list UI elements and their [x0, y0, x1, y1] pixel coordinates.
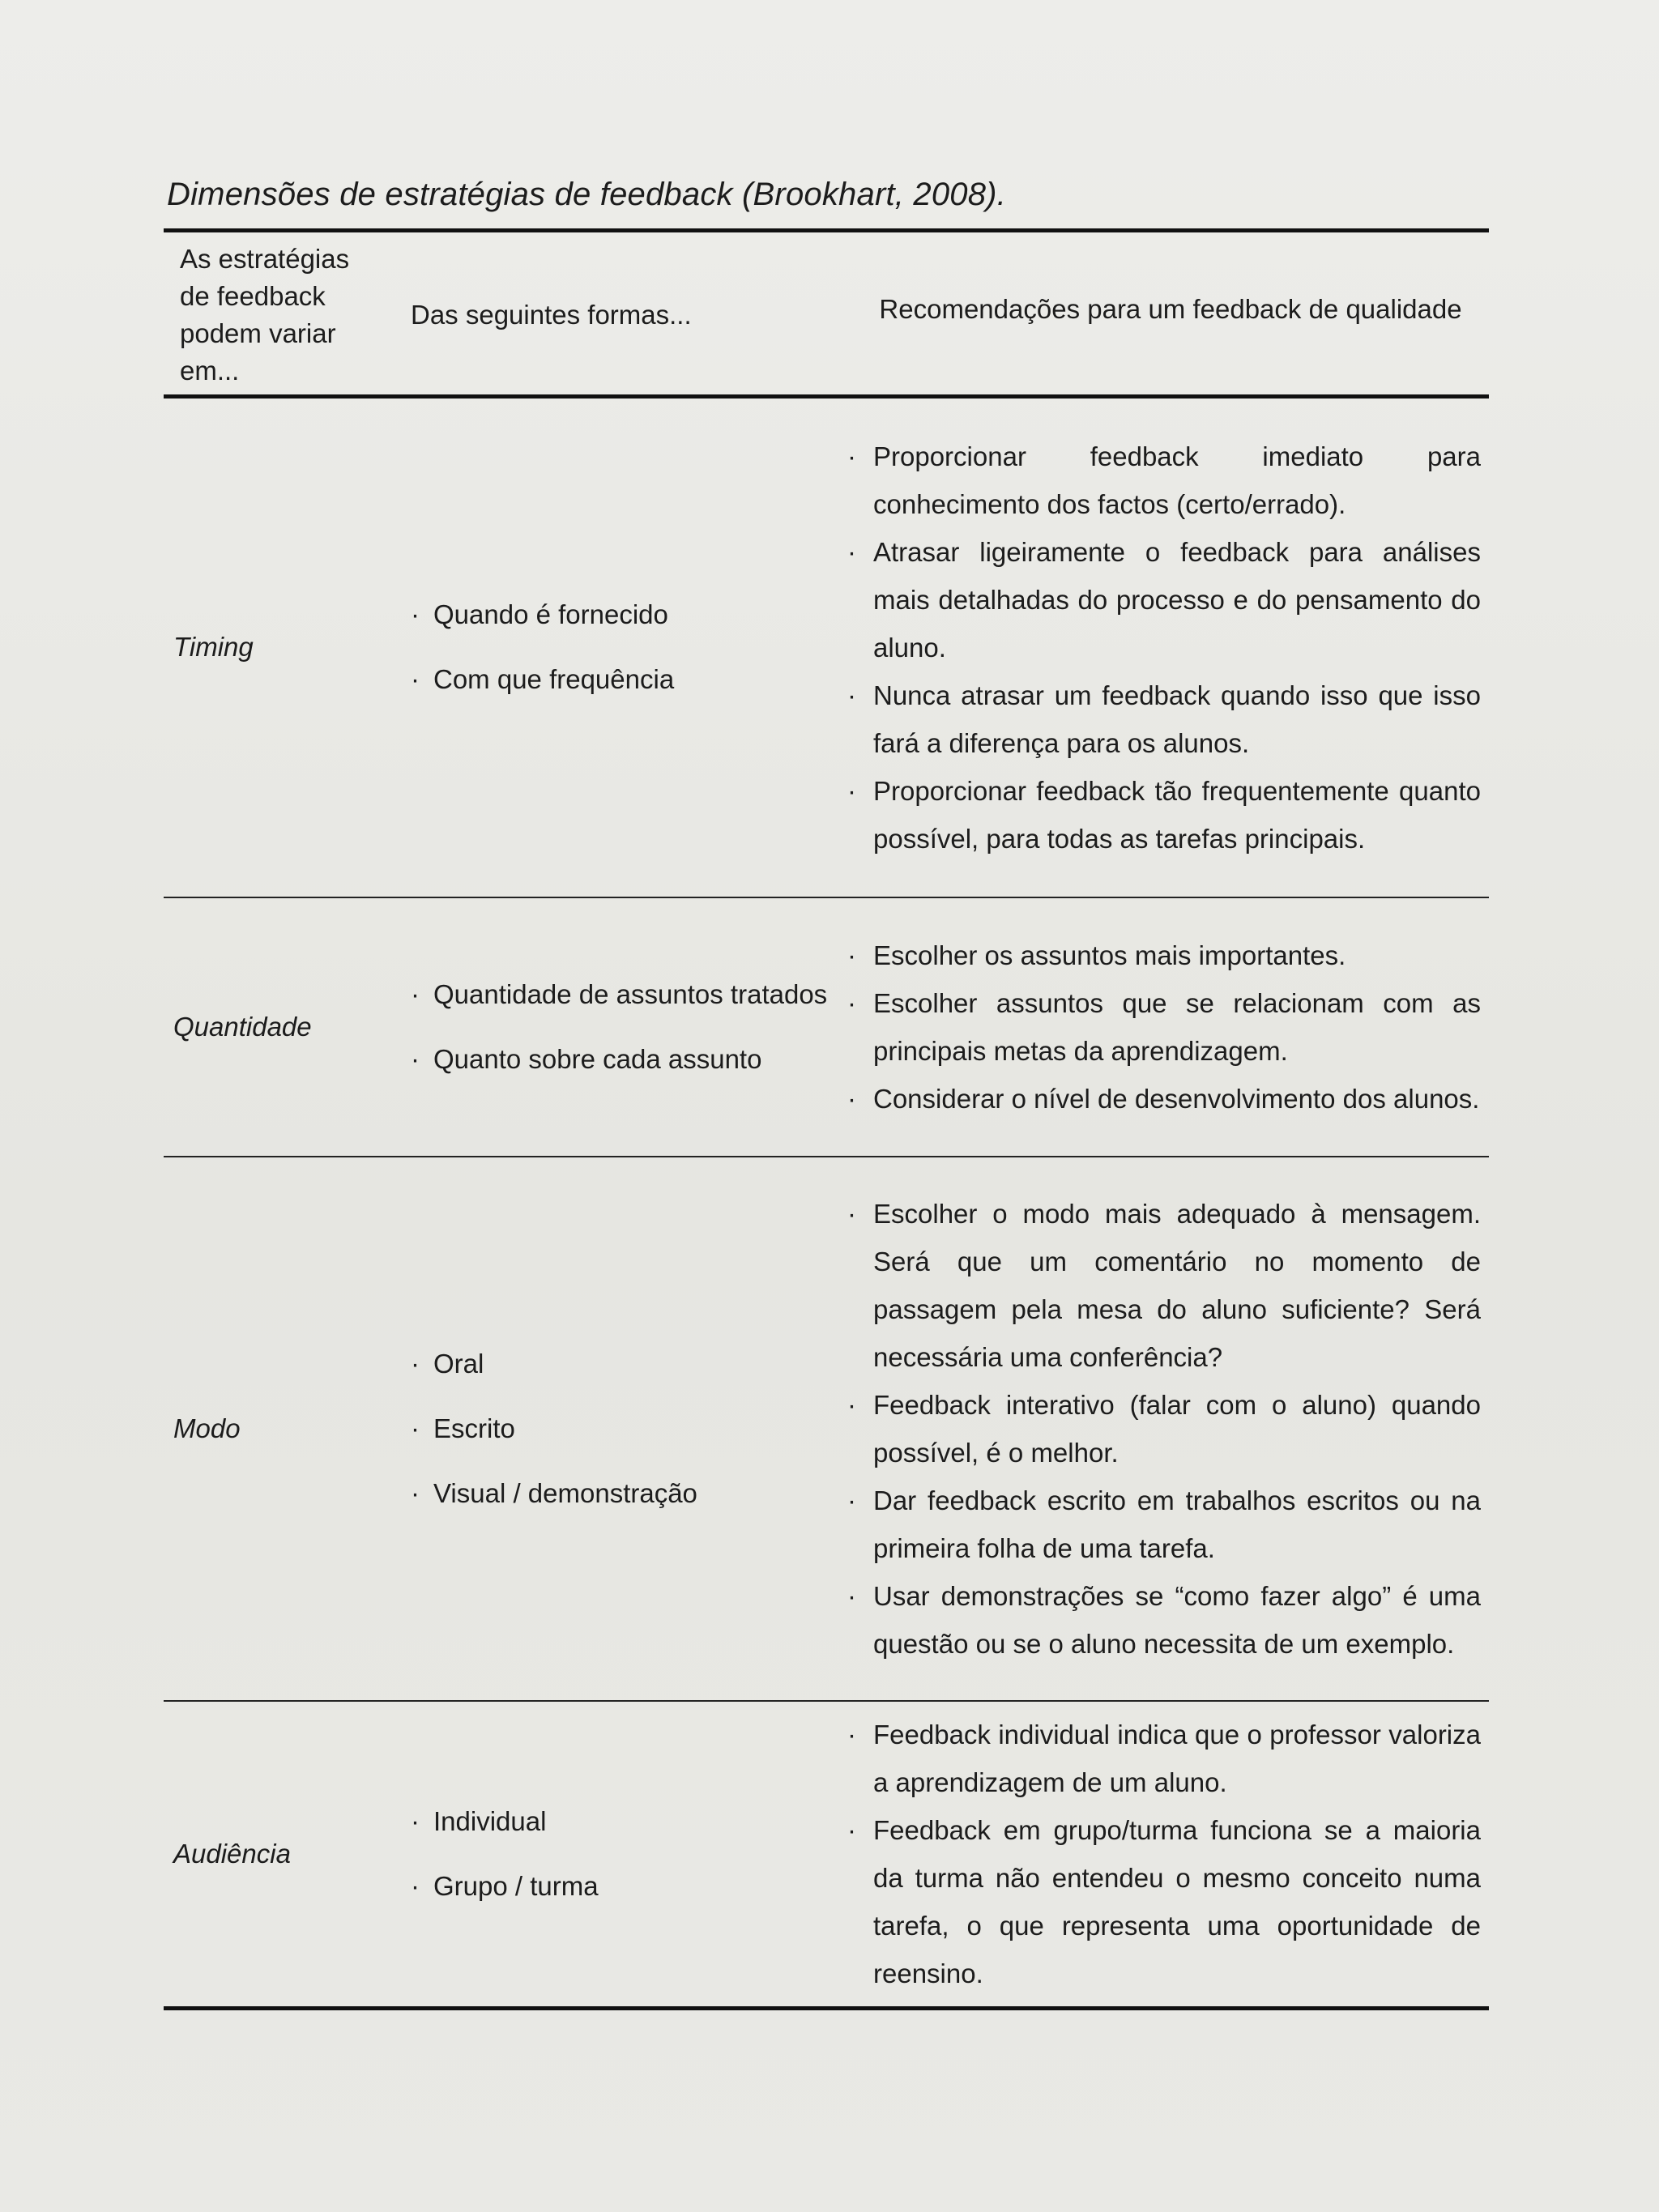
forms-cell: [394, 1157, 844, 1701]
form-text: Quantidade de assuntos tratados: [433, 978, 828, 1009]
form-list-item: [411, 1405, 843, 1452]
form-list-item: [411, 1798, 843, 1845]
bullet-icon: ·: [411, 1805, 420, 1836]
recommendation-list-item: [844, 1477, 1481, 1572]
recommendations-cell: [844, 397, 1489, 897]
bullet-icon: ·: [411, 1348, 420, 1379]
recommendation-list-item: [844, 1806, 1481, 1997]
recommendation-text: Proporcionar feedback imediato para conhecimento dos factos (certo/errado).: [873, 441, 1481, 519]
bullet-icon: ·: [847, 1485, 856, 1515]
recommendation-list-item: [844, 1190, 1481, 1381]
form-text: Quanto sobre cada assunto: [433, 1043, 762, 1074]
recommendation-text: Feedback interativo (falar com o aluno) quando possível, é o melhor.: [873, 1389, 1481, 1468]
table-title: Dimensões de estratégias de feedback (Brookhart, 2008).: [167, 177, 1007, 212]
bullet-icon: ·: [847, 1198, 856, 1229]
document-page: [164, 170, 1489, 2010]
dimension-cell: Timing: [173, 632, 254, 663]
bullet-icon: ·: [847, 1083, 856, 1114]
form-list-item: [411, 971, 843, 1018]
form-text: Oral: [433, 1348, 484, 1379]
header-recommendations: Recomendações para um feedback de qualidade: [879, 294, 1462, 324]
bullet-icon: ·: [411, 599, 420, 630]
bullet-icon: ·: [847, 441, 856, 471]
form-text: Visual / demonstração: [433, 1477, 697, 1508]
bullet-icon: ·: [847, 1719, 856, 1750]
recommendation-list-item: [844, 979, 1481, 1075]
form-list-item: [411, 1470, 843, 1517]
recommendation-text: Feedback individual indica que o professor valoriza a aprendizagem de um aluno.: [873, 1719, 1481, 1797]
recommendation-list-item: [844, 1572, 1481, 1668]
bullet-icon: ·: [847, 940, 856, 970]
recommendation-text: Escolher o modo mais adequado à mensagem. Será que um comentário no momento de passagem pela mesa do aluno suficiente? Será necessária uma conferência?: [873, 1198, 1481, 1372]
table-row: [164, 397, 1489, 897]
recommendation-list-item: [844, 1711, 1481, 1806]
recommendation-text: Escolher os assuntos mais importantes.: [873, 940, 1346, 970]
recommendation-text: Considerar o nível de desenvolvimento dos alunos.: [873, 1083, 1480, 1114]
recommendation-list-item: [844, 433, 1481, 528]
bullet-icon: ·: [847, 536, 856, 567]
form-text: Grupo / turma: [433, 1870, 599, 1901]
bullet-icon: ·: [847, 1814, 856, 1845]
recommendation-text: Proporcionar feedback tão frequentemente quanto possível, para todas as tarefas principais.: [873, 775, 1481, 854]
recommendations-cell: [844, 1157, 1489, 1701]
dimension-cell: Audiência: [173, 1838, 291, 1869]
recommendation-text: Dar feedback escrito em trabalhos escritos ou na primeira folha de uma tarefa.: [873, 1485, 1481, 1563]
header-forms: Das seguintes formas...: [411, 300, 692, 330]
recommendation-text: Escolher assuntos que se relacionam com as principais metas da aprendizagem.: [873, 987, 1481, 1066]
table-header-row: [164, 231, 1489, 397]
bullet-icon: ·: [847, 1389, 856, 1420]
form-text: Escrito: [433, 1413, 515, 1443]
recommendation-list-item: [844, 931, 1481, 979]
bullet-icon: ·: [411, 664, 420, 695]
recommendation-text: Feedback em grupo/turma funciona se a maioria da turma não entendeu o mesmo conceito numa tarefa, o que representa uma oportunidade de reensino.: [873, 1814, 1481, 1988]
recommendation-list-item: [844, 528, 1481, 671]
bullet-icon: ·: [411, 1413, 420, 1443]
recommendation-list-item: [844, 1381, 1481, 1477]
feedback-strategies-table: [164, 228, 1489, 2010]
form-text: Quando é fornecido: [433, 599, 668, 630]
bullet-icon: ·: [411, 978, 420, 1009]
recommendation-list-item: [844, 767, 1481, 863]
bullet-icon: ·: [847, 987, 856, 1018]
recommendation-list-item: [844, 671, 1481, 767]
forms-cell: [394, 397, 844, 897]
form-text: Com que frequência: [433, 664, 675, 695]
table-row: [164, 1157, 1489, 1701]
recommendations-cell: [844, 897, 1489, 1157]
forms-cell: [394, 1701, 844, 2009]
bullet-icon: ·: [411, 1043, 420, 1074]
dimension-cell: Modo: [173, 1413, 241, 1443]
recommendation-text: Atrasar ligeiramente o feedback para análises mais detalhadas do processo e do pensamento do aluno.: [873, 536, 1481, 663]
bullet-icon: ·: [411, 1870, 420, 1901]
recommendation-list-item: [844, 1075, 1481, 1123]
form-list-item: [411, 1036, 843, 1083]
form-list-item: [411, 1340, 843, 1387]
bullet-icon: ·: [847, 1580, 856, 1611]
form-list-item: [411, 656, 843, 703]
form-text: Individual: [433, 1805, 547, 1836]
dimension-cell: Quantidade: [173, 1011, 312, 1042]
bullet-icon: ·: [847, 680, 856, 710]
table-row: [164, 1701, 1489, 2009]
form-list-item: [411, 1863, 843, 1910]
forms-cell: [394, 897, 844, 1157]
form-list-item: [411, 591, 843, 638]
header-dimension: As estratégias de feedback podem variar em...: [180, 244, 350, 386]
recommendation-text: Nunca atrasar um feedback quando isso que isso fará a diferença para os alunos.: [873, 680, 1481, 758]
table-row: [164, 897, 1489, 1157]
bullet-icon: ·: [411, 1477, 420, 1508]
bullet-icon: ·: [847, 775, 856, 806]
recommendations-cell: [844, 1701, 1489, 2009]
recommendation-text: Usar demonstrações se “como fazer algo” é uma questão ou se o aluno necessita de um exemplo.: [873, 1580, 1481, 1659]
